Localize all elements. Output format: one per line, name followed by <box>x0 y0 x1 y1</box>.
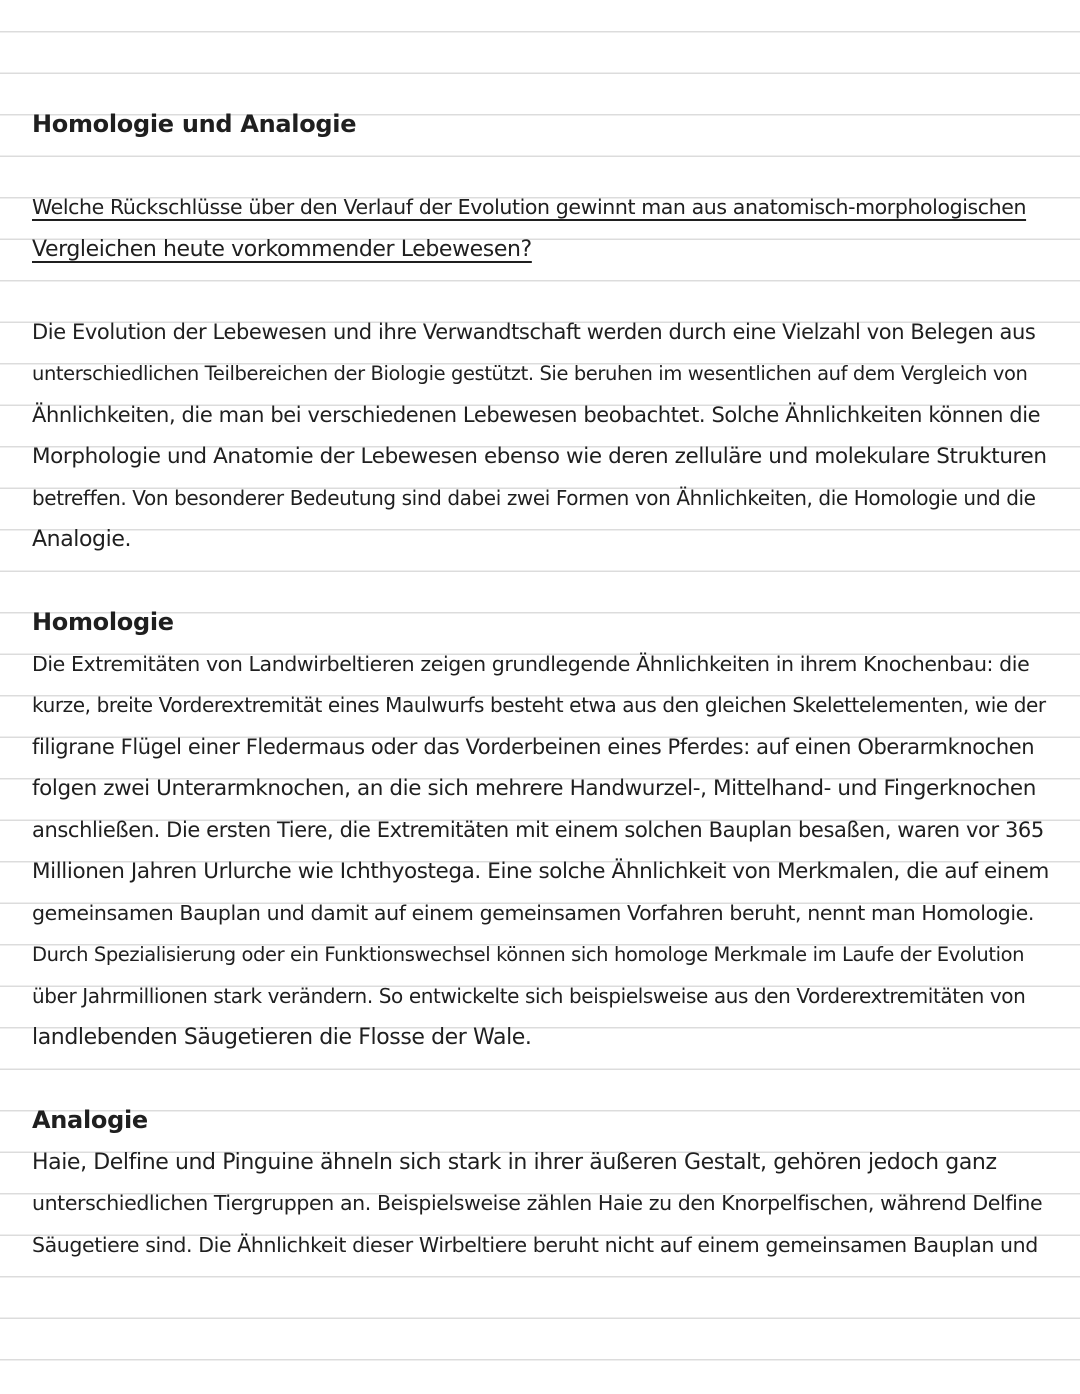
spacer <box>32 270 1050 312</box>
paragraph-line: Analogie. <box>32 527 132 552</box>
section-heading-homologie: Homologie <box>32 608 174 636</box>
spacer <box>32 146 1050 188</box>
paragraph-line: folgen zwei Unterarmknochen, an die sich mehrere Handwurzel-, Mittelhand- und Fingerknochen <box>32 776 1036 801</box>
spacer <box>32 1059 1050 1101</box>
paragraph-line: landlebenden Säugetieren die Flosse der Wale. <box>32 1025 532 1050</box>
page-title: Homologie und Analogie <box>32 110 357 138</box>
paragraph-line: gemeinsamen Bauplan und damit auf einem gemeinsamen Vorfahren beruht, nennt man Homologie. <box>32 900 1034 925</box>
analogie-section <box>32 1100 1050 1266</box>
paragraph-line: kurze, breite Vorderextremität eines Maulwurfs besteht etwa aus den gleichen Skelettelementen, wie der <box>32 693 1046 717</box>
paragraph-line: filigrane Flügel einer Fledermaus oder das Vorderbeinen eines Pferdes: auf einen Oberarmknochen <box>32 734 1035 759</box>
spacer <box>32 561 1050 603</box>
homologie-section <box>32 602 1050 1059</box>
paragraph-line: unterschiedlichen Teilbereichen der Biologie gestützt. Sie beruhen im wesentlichen auf dem Vergleich von <box>32 362 1028 385</box>
paragraph-line: Morphologie und Anatomie der Lebewesen ebenso wie deren zelluläre und molekulare Strukturen <box>32 444 1047 469</box>
paragraph-line: Millionen Jahren Urlurche wie Ichthyostega. Eine solche Ähnlichkeit von Merkmalen, die auf einem <box>32 859 1049 884</box>
paragraph-line: anschließen. Die ersten Tiere, die Extremitäten mit einem solchen Bauplan besaßen, waren vor 365 <box>32 817 1044 842</box>
paragraph-line: Durch Spezialisierung oder ein Funktionswechsel können sich homologe Merkmale im Laufe der Evolution <box>32 943 1025 966</box>
document-content <box>32 104 1050 1266</box>
paragraph-line: unterschiedlichen Tiergruppen an. Beispielsweise zählen Haie zu den Knorpelfischen, während Delfine <box>32 1191 1043 1215</box>
paragraph-line: über Jahrmillionen stark verändern. So entwickelte sich beispielsweise aus den Vorderextremitäten von <box>32 983 1026 1008</box>
research-question <box>32 187 1050 270</box>
question-line: Vergleichen heute vorkommender Lebewesen? <box>32 236 532 262</box>
question-line: Welche Rückschlüsse über den Verlauf der Evolution gewinnt man aus anatomisch-morphologischen <box>32 195 1027 219</box>
paragraph-line: Die Extremitäten von Landwirbeltieren zeigen grundlegende Ähnlichkeiten in ihrem Knochenbau: die <box>32 651 1030 676</box>
intro-paragraph <box>32 312 1050 561</box>
paragraph-line: Ähnlichkeiten, die man bei verschiedenen Lebewesen beobachtet. Solche Ähnlichkeiten können die <box>32 402 1041 427</box>
paragraph-line: Säugetiere sind. Die Ähnlichkeit dieser Wirbeltiere beruht nicht auf einem gemeinsamen Bauplan und <box>32 1232 1038 1257</box>
paragraph-line: betreffen. Von besonderer Bedeutung sind dabei zwei Formen von Ähnlichkeiten, die Homologie und die <box>32 485 1036 510</box>
paragraph-line: Haie, Delfine und Pinguine ähneln sich stark in ihrer äußeren Gestalt, gehören jedoch ganz <box>32 1149 997 1175</box>
section-heading-analogie: Analogie <box>32 1106 148 1134</box>
paragraph-line: Die Evolution der Lebewesen und ihre Verwandtschaft werden durch eine Vielzahl von Belegen aus <box>32 319 1036 344</box>
